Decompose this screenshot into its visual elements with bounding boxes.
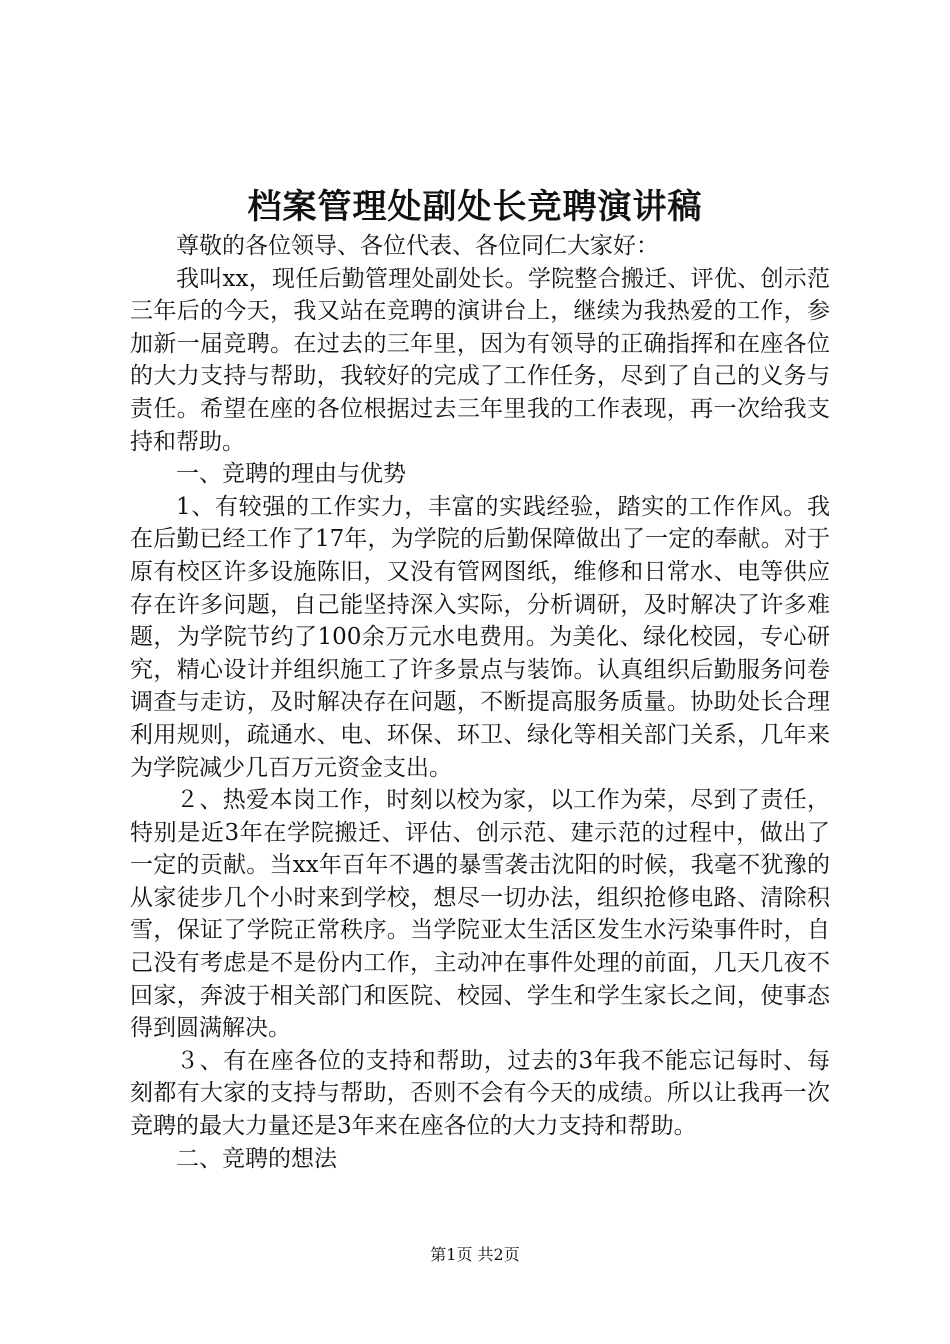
section-heading-reasons: 一、竞聘的理由与优势	[176, 461, 406, 488]
document-body	[130, 230, 830, 1175]
reason-paragraph-2: ２、热爱本岗工作，时刻以校为家，以工作为荣，尽到了责任，特别是近3年在学院搬迁、评估、创示范、建示范的过程中，做出了一定的贡献。当xx年百年不遇的暴雪袭击沈阳的时候，我毫不犹豫的从家徒步几个小时来到学校，想尽一切办法，组织抢修电路、清除积雪，保证了学院正常秩序。当学院亚太生活区发生水污染事件时，自己没有考虑是不是份内工作，主动冲在事件处理的前面，几天几夜不回家，奔波于相关部门和医院、校园、学生和学生家长之间，使事态得到圆满解决。	[130, 787, 830, 1042]
page-number-footer: 第1页 共2页	[430, 1245, 520, 1264]
intro-paragraph: 我叫xx，现任后勤管理处副处长。学院整合搬迁、评优、创示范三年后的今天，我又站在竞聘的演讲台上，继续为我热爱的工作，参加新一届竞聘。在过去的三年里，因为有领导的正确指挥和在座各位的大力支持与帮助，我较好的完成了工作任务，尽到了自己的义务与责任。希望在座的各位根据过去三年里我的工作表现，再一次给我支持和帮助。	[130, 265, 830, 455]
document-title: 档案管理处副处长竞聘演讲稿	[247, 187, 703, 227]
reason-paragraph-3: ３、有在座各位的支持和帮助，过去的3年我不能忘记每时、每刻都有大家的支持与帮助，否则不会有今天的成绩。所以让我再一次竞聘的最大力量还是3年来在座各位的大力支持和帮助。	[130, 1047, 830, 1140]
salutation: 尊敬的各位领导、各位代表、各位同仁大家好：	[176, 233, 659, 259]
reason-paragraph-1: 1、有较强的工作实力，丰富的实践经验，踏实的工作作风。我在后勤已经工作了17年，为学院的后勤保障做出了一定的奉献。对于原有校区许多设施陈旧，又没有管网图纸，维修和日常水、电等供应存在许多问题，自己能坚持深入实际，分析调研，及时解决了许多难题，为学院节约了100余万元水电费用。为美化、绿化校园，专心研究，精心设计并组织施工了许多景点与装饰。认真组织后勤服务问卷调查与走访，及时解决存在问题，不断提高服务质量。协助处长合理利用规则，疏通水、电、环保、环卫、绿化等相关部门关系，几年来为学院减少几百万元资金支出。	[130, 493, 830, 781]
section-heading-ideas: 二、竞聘的想法	[176, 1145, 337, 1172]
